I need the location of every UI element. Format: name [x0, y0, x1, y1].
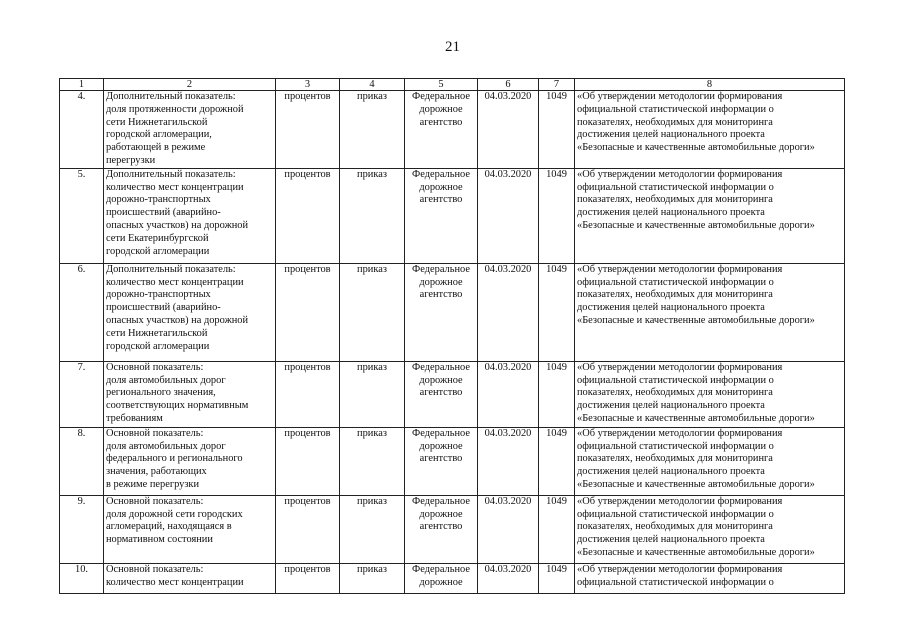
issuing-organization — [405, 495, 478, 563]
document-title — [575, 495, 845, 563]
issuing-organization-line: дорожное — [419, 181, 463, 193]
indicator-name-line: городской агломерации, — [106, 129, 212, 141]
document-date: 04.03.2020 — [478, 263, 539, 361]
issuing-organization-line: Федеральное — [412, 361, 470, 373]
indicator-name-line: доля дорожной сети городских — [106, 508, 243, 520]
issuing-organization — [405, 91, 478, 169]
indicator-name-line: происшествий (аварийно- — [106, 207, 221, 219]
indicator-name-line: агломераций, находящаяся в — [106, 521, 232, 533]
issuing-organization-line: агентство — [419, 521, 463, 533]
document-number: 1049 — [539, 263, 575, 361]
document-type: приказ — [340, 361, 405, 427]
document-title-line: «Безопасные и качественные автомобильные дороги» — [577, 314, 815, 326]
indicator-name — [104, 427, 276, 495]
document-number: 1049 — [539, 427, 575, 495]
document-type: приказ — [340, 427, 405, 495]
document-title-line: показателях, необходимых для мониторинга — [577, 387, 773, 399]
indicator-name-line: количество мест концентрации — [106, 276, 244, 288]
document-date: 04.03.2020 — [478, 168, 539, 263]
issuing-organization-line: дорожное — [419, 576, 463, 588]
indicator-name-line: доля протяженности дорожной — [106, 103, 244, 115]
table-row — [60, 263, 845, 361]
issuing-organization-line: агентство — [419, 194, 463, 206]
column-header: 6 — [478, 79, 539, 91]
document-title-line: официальной статистической информации о — [577, 103, 774, 115]
issuing-organization — [405, 427, 478, 495]
issuing-organization-line: Федеральное — [412, 495, 470, 507]
document-title-line: показателях, необходимых для мониторинга — [577, 194, 773, 206]
document-title-line: достижения целей национального проекта — [577, 400, 765, 412]
document-type: приказ — [340, 263, 405, 361]
column-header: 4 — [340, 79, 405, 91]
document-type: приказ — [340, 91, 405, 169]
document-title-line: «Об утверждении методологии формирования — [577, 563, 783, 575]
document-title-line: «Об утверждении методологии формирования — [577, 168, 783, 180]
document-date: 04.03.2020 — [478, 361, 539, 427]
indicator-name — [104, 168, 276, 263]
issuing-organization-line: Федеральное — [412, 168, 470, 180]
document-title-line: «Безопасные и качественные автомобильные дороги» — [577, 546, 815, 558]
document-title-line: «Об утверждении методологии формирования — [577, 263, 783, 275]
issuing-organization-line: Федеральное — [412, 91, 470, 102]
document-date: 04.03.2020 — [478, 563, 539, 593]
indicator-name-line: в режиме перегрузки — [106, 478, 200, 490]
indicator-name — [104, 361, 276, 427]
issuing-organization-line: дорожное — [419, 276, 463, 288]
indicator-name-line: нормативном состоянии — [106, 534, 213, 546]
issuing-organization — [405, 563, 478, 593]
table-row — [60, 563, 845, 593]
row-number: 9. — [60, 495, 104, 563]
indicator-name-line: Дополнительный показатель: — [106, 168, 236, 180]
document-title-line: официальной статистической информации о — [577, 181, 774, 193]
issuing-organization-line: агентство — [419, 116, 463, 128]
issuing-organization — [405, 168, 478, 263]
indicator-name — [104, 91, 276, 169]
row-number: 10. — [60, 563, 104, 593]
row-number: 8. — [60, 427, 104, 495]
issuing-organization-line: агентство — [419, 387, 463, 399]
document-title-line: «Об утверждении методологии формирования — [577, 495, 783, 507]
document-title — [575, 427, 845, 495]
indicator-name-line: происшествий (аварийно- — [106, 302, 221, 314]
indicator-name-line: доля автомобильных дорог — [106, 374, 226, 386]
indicator-name-line: городской агломерации — [106, 340, 210, 352]
indicator-name — [104, 263, 276, 361]
document-number: 1049 — [539, 168, 575, 263]
indicator-name-line: Дополнительный показатель: — [106, 263, 236, 275]
document-title-line: «Об утверждении методологии формирования — [577, 361, 783, 373]
table-row — [60, 168, 845, 263]
issuing-organization-line: дорожное — [419, 374, 463, 386]
indicator-name — [104, 495, 276, 563]
table-row — [60, 361, 845, 427]
document-date: 04.03.2020 — [478, 91, 539, 169]
column-header: 1 — [60, 79, 104, 91]
indicator-name-line: сети Нижнетагильской — [106, 116, 208, 128]
issuing-organization — [405, 263, 478, 361]
document-title — [575, 168, 845, 263]
indicator-name-line: сети Екатеринбургской — [106, 232, 209, 244]
row-number: 6. — [60, 263, 104, 361]
indicator-name-line: Основной показатель: — [106, 361, 204, 373]
document-title-line: официальной статистической информации о — [577, 576, 774, 588]
header-row — [60, 79, 845, 91]
table-row — [60, 91, 845, 169]
document-type: приказ — [340, 168, 405, 263]
indicator-name-line: Основной показатель: — [106, 427, 204, 439]
row-number: 4. — [60, 91, 104, 169]
indicator-name-line: сети Нижнетагильской — [106, 327, 208, 339]
indicator-name-line: количество мест концентрации — [106, 576, 244, 588]
issuing-organization-line: агентство — [419, 453, 463, 465]
indicator-name-line: Основной показатель: — [106, 563, 204, 575]
indicator-name-line: федерального и регионального — [106, 453, 243, 465]
document-title-line: «Об утверждении методологии формирования — [577, 91, 783, 102]
issuing-organization-line: агентство — [419, 289, 463, 301]
issuing-organization-line: Федеральное — [412, 263, 470, 275]
document-title — [575, 563, 845, 593]
indicator-name-line: доля автомобильных дорог — [106, 440, 226, 452]
document-title — [575, 361, 845, 427]
indicator-name-line: дорожно-транспортных — [106, 194, 211, 206]
document-type: приказ — [340, 563, 405, 593]
document-title-line: достижения целей национального проекта — [577, 302, 765, 314]
document-title-line: официальной статистической информации о — [577, 276, 774, 288]
document-title-line: показателях, необходимых для мониторинга — [577, 521, 773, 533]
indicator-name-line: Дополнительный показатель: — [106, 91, 236, 102]
indicator-name-line: перегрузки — [106, 154, 156, 166]
document-title-line: «Безопасные и качественные автомобильные дороги» — [577, 142, 815, 154]
indicator-name-line: работающей в режиме — [106, 142, 206, 154]
column-header: 5 — [405, 79, 478, 91]
issuing-organization-line: дорожное — [419, 103, 463, 115]
document-number: 1049 — [539, 91, 575, 169]
document-title-line: «Безопасные и качественные автомобильные дороги» — [577, 478, 815, 490]
document-number: 1049 — [539, 495, 575, 563]
document-title-line: достижения целей национального проекта — [577, 129, 765, 141]
issuing-organization-line: дорожное — [419, 440, 463, 452]
document-title-line: показателях, необходимых для мониторинга — [577, 453, 773, 465]
document-title-line: достижения целей национального проекта — [577, 466, 765, 478]
column-header: 2 — [104, 79, 276, 91]
document-type: приказ — [340, 495, 405, 563]
unit-of-measure: процентов — [276, 361, 340, 427]
column-header: 7 — [539, 79, 575, 91]
document-date: 04.03.2020 — [478, 427, 539, 495]
indicator-name-line: требованиям — [106, 412, 163, 424]
indicators-table — [59, 78, 845, 594]
row-number: 7. — [60, 361, 104, 427]
document-title-line: «Безопасные и качественные автомобильные дороги» — [577, 219, 815, 231]
indicator-name-line: опасных участков) на дорожной — [106, 314, 249, 326]
document-date: 04.03.2020 — [478, 495, 539, 563]
document-title-line: официальной статистической информации о — [577, 440, 774, 452]
document-title — [575, 263, 845, 361]
table-body — [60, 91, 845, 594]
unit-of-measure: процентов — [276, 91, 340, 169]
document-title — [575, 91, 845, 169]
document-title-line: показателях, необходимых для мониторинга — [577, 116, 773, 128]
page-number: 21 — [445, 39, 460, 55]
unit-of-measure: процентов — [276, 427, 340, 495]
issuing-organization-line: Федеральное — [412, 427, 470, 439]
issuing-organization — [405, 361, 478, 427]
unit-of-measure: процентов — [276, 263, 340, 361]
document-title-line: «Безопасные и качественные автомобильные дороги» — [577, 412, 815, 424]
indicator-name-line: Основной показатель: — [106, 495, 204, 507]
unit-of-measure: процентов — [276, 495, 340, 563]
document-title-line: показателях, необходимых для мониторинга — [577, 289, 773, 301]
document-title-line: «Об утверждении методологии формирования — [577, 427, 783, 439]
issuing-organization-line: дорожное — [419, 508, 463, 520]
indicator-name — [104, 563, 276, 593]
table-row — [60, 495, 845, 563]
indicator-name-line: городской агломерации — [106, 245, 210, 257]
indicator-name-line: значения, работающих — [106, 466, 207, 478]
document-number: 1049 — [539, 361, 575, 427]
document-title-line: официальной статистической информации о — [577, 508, 774, 520]
unit-of-measure: процентов — [276, 563, 340, 593]
indicator-name-line: опасных участков) на дорожной — [106, 219, 249, 231]
row-number: 5. — [60, 168, 104, 263]
column-header: 3 — [276, 79, 340, 91]
table-row — [60, 427, 845, 495]
indicator-name-line: соответствующих нормативным — [106, 400, 249, 412]
document-title-line: официальной статистической информации о — [577, 374, 774, 386]
indicator-name-line: дорожно-транспортных — [106, 289, 211, 301]
indicator-name-line: количество мест концентрации — [106, 181, 244, 193]
document-number: 1049 — [539, 563, 575, 593]
column-header: 8 — [575, 79, 845, 91]
document-title-line: достижения целей национального проекта — [577, 207, 765, 219]
document-title-line: достижения целей национального проекта — [577, 534, 765, 546]
unit-of-measure: процентов — [276, 168, 340, 263]
indicator-name-line: регионального значения, — [106, 387, 216, 399]
issuing-organization-line: Федеральное — [412, 563, 470, 575]
